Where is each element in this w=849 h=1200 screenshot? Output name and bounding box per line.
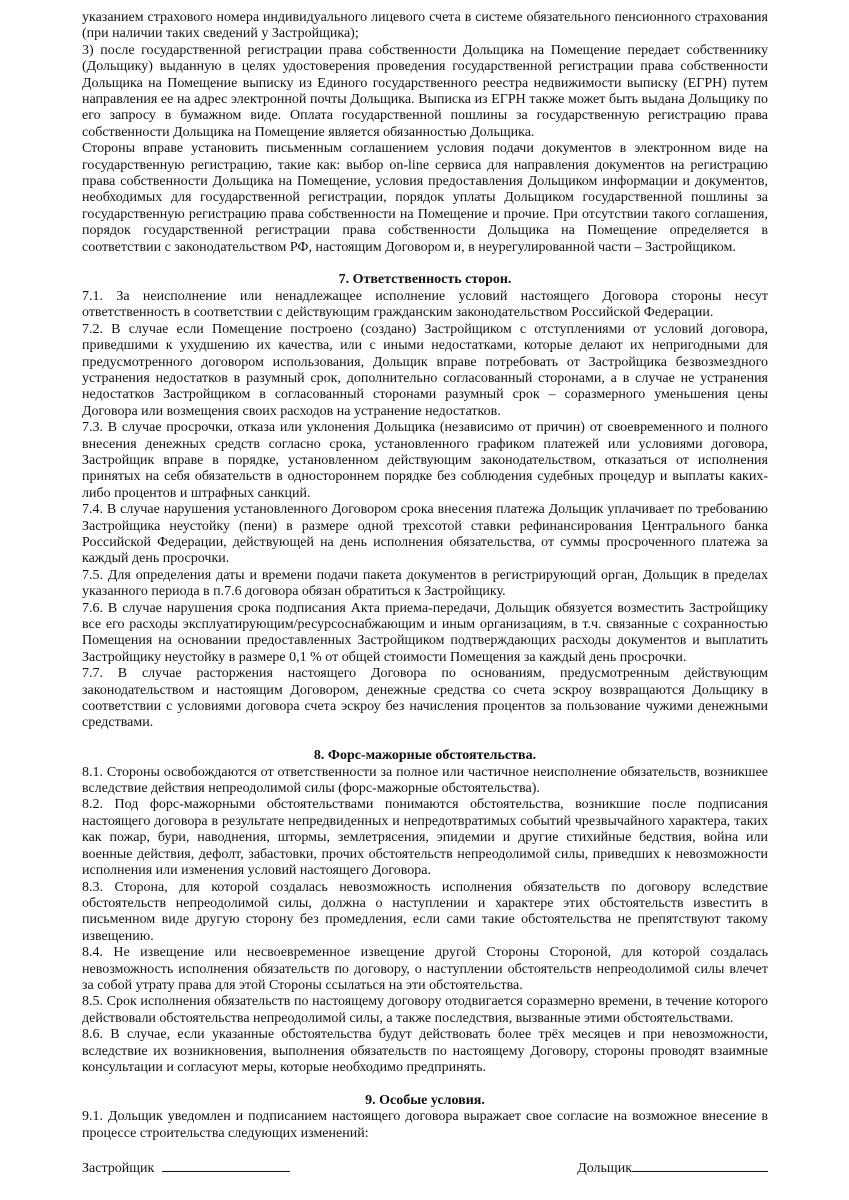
section-heading: 8. Форс-мажорные обстоятельства.	[313, 748, 537, 764]
paragraph: 8.5. Срок исполнения обязательств по настоящему договору отодвигается соразмерно времени, в течение которого действовали обстоятельства непреодолимой силы, а также последствия, вызванные этими обстоятельствами.	[82, 994, 768, 1026]
paragraph: 7.7. В случае расторжения настоящего Договора по основаниям, предусмотренным действующим законодательством и настоящим Договором, денежные средства со счета эскроу возвращаются Дольщику в соответствии с условиями договора счета эскроу без начисления процентов за пользование чужими денежными средствами.	[82, 666, 768, 731]
developer-label: Застройщик	[82, 1161, 155, 1177]
paragraph: 8.3. Сторона, для которой создалась невозможность исполнения обязательств по договору вследствие обстоятельств непреодолимой силы, должна о наступлении и характере этих обстоятельств известить в письменном виде другую сторону без промедления, если сами такие обстоятельства не препятствуют такому извещению.	[82, 879, 768, 944]
section-heading: 7. Ответственность сторон.	[338, 272, 512, 288]
paragraph: 9.1. Дольщик уведомлен и подписанием настоящего договора выражает свое согласие на возможное внесение в процессе строительства следующих изменений:	[82, 1109, 768, 1141]
paragraph: 8.4. Не извещение или несвоевременное извещение другой Стороны Стороной, для которой создалась невозможность исполнения обязательств по договору, о наступлении обстоятельств непреодолимой силы влечет за собой утрату права для этой Стороны ссылаться на эти обстоятельства.	[82, 945, 768, 993]
paragraph: 8.1. Стороны освобождаются от ответственности за полное или частичное неисполнение обязательств, возникшее вследствие действия непреодолимой силы (форс-мажорные обстоятельства).	[82, 764, 768, 797]
developer-signature	[82, 1158, 290, 1177]
document-page	[82, 10, 768, 1178]
developer-signature-line	[162, 1158, 290, 1172]
paragraph: 7.4. В случае нарушения установленного Договором срока внесения платежа Дольщик уплачивает по требованию Застройщика неустойку (пени) в размере одной трехсотой ставки рефинансирования Центрального банка Российской Федерации, действующей на день исполнения обязательства, от суммы просроченного платежа за каждый день просрочки.	[82, 502, 768, 567]
shareholder-signature-line	[632, 1158, 768, 1172]
paragraph: 8.6. В случае, если указанные обстоятельства будут действовать более трёх месяцев и при невозможности, вследствие их возникновения, выполнения обязательств по настоящему Договору, стороны проводят взаимные консультации и согласуют меры, которые необходимо предпринять.	[82, 1027, 768, 1075]
paragraph: 7.3. В случае просрочки, отказа или уклонения Дольщика (независимо от причин) от своевременного и полного внесения денежных средств согласно срока, установленного графиком платежей или условиями договора, Застройщик вправе в порядке, установленном действующим законодательством, отказаться от исполнения принятых на себя обязательств в одностороннем порядке без соблюдения судебных процедур и выплаты каких-либо процентов и штрафных санкций.	[82, 420, 768, 501]
paragraph: Стороны вправе установить письменным соглашением условия подачи документов в электронном виде на государственную регистрацию, такие как: выбор on-line сервиса для направления документов на регистрацию права собственности Дольщика на Помещение, условия предоставления Дольщиком информации и документов, необходимых для государственной регистрации, порядок уплаты Дольщиком государственной пошлины за государственную регистрацию права собственности на Помещение и прочие. При отсутствии такого соглашения, порядок государственной регистрации права собственности Дольщика на Помещение определяется в соответствии с законодательством РФ, настоящим Договором и, в неурегулированной части – Застройщиком.	[82, 141, 768, 255]
paragraph: 7.2. В случае если Помещение построено (создано) Застройщиком с отступлениями от условий договора, приведшими к ухудшению их качества, или с иными недостатками, которые делают их непригодными для предусмотренного договором использования, Дольщик вправе потребовать от Застройщика безвозмездного устранения недостатков в разумный срок, дополнительно согласованный сторонами, а в случае не устранения недостатков Застройщиком в согласованный сторонами разумный срок – соразмерного уменьшения цены Договора или возмещения своих расходов на устранение недостатков.	[82, 321, 768, 419]
paragraph: 7.5. Для определения даты и времени подачи пакета документов в регистрирующий орган, Дольщик в пределах указанного периода в п.7.6 договора обязан обратиться к Застройщику.	[82, 567, 768, 600]
signature-block	[82, 1158, 768, 1177]
paragraph: 3) после государственной регистрации права собственности Дольщика на Помещение передает собственнику (Дольщику) выданную в целях удостоверения проведения государственной регистрации права собственности Дольщика на Помещение выписку из Единого государственного реестра недвижимости выписку (ЕГРН) путем направления ее на адрес электронной почты Дольщика. Выписка из ЕГРН также может быть выдана Дольщику по его запросу в бумажном виде. Оплата государственной пошлины за государственную регистрацию права собственности Дольщика на Помещение является обязанностью Дольщика.	[82, 42, 768, 140]
shareholder-signature	[577, 1158, 768, 1177]
paragraph: 7.6. В случае нарушения срока подписания Акта приема-передачи, Дольщик обязуется возместить Застройщику все его расходы эксплуатирующим/ресурсоснабжающим и иным организациям, в т.ч. связанные с сохранностью Помещения на основании предоставленных Застройщиком подтверждающих расходы документов и выплатить Застройщику неустойку в размере 0,1 % от общей стоимости Помещения за каждый день просрочки.	[82, 600, 768, 665]
shareholder-label: Дольщик	[577, 1161, 632, 1177]
paragraph: указанием страхового номера индивидуального лицевого счета в системе обязательного пенсионного страхования (при наличии таких сведений у Застройщика);	[82, 10, 768, 42]
paragraph: 7.1. За неисполнение или ненадлежащее исполнение условий настоящего Договора стороны несут ответственность в соответствии с действующим гражданским законодательством Российской Федерации.	[82, 288, 768, 321]
paragraph: 8.2. Под форс-мажорными обстоятельствами понимаются обстоятельства, возникшие после подписания настоящего договора в результате непредвиденных и непредотвратимых событий чрезвычайного характера, таких как пожар, бури, наводнения, штормы, землетрясения, эпидемии и другие стихийные бедствия, война или военные действия, дефолт, забастовки, прочих обстоятельств непреодолимой силы, приведших к невозможности исполнения или изменения условий настоящего Договора.	[82, 797, 768, 879]
section-heading: 9. Особые условия.	[365, 1092, 485, 1108]
